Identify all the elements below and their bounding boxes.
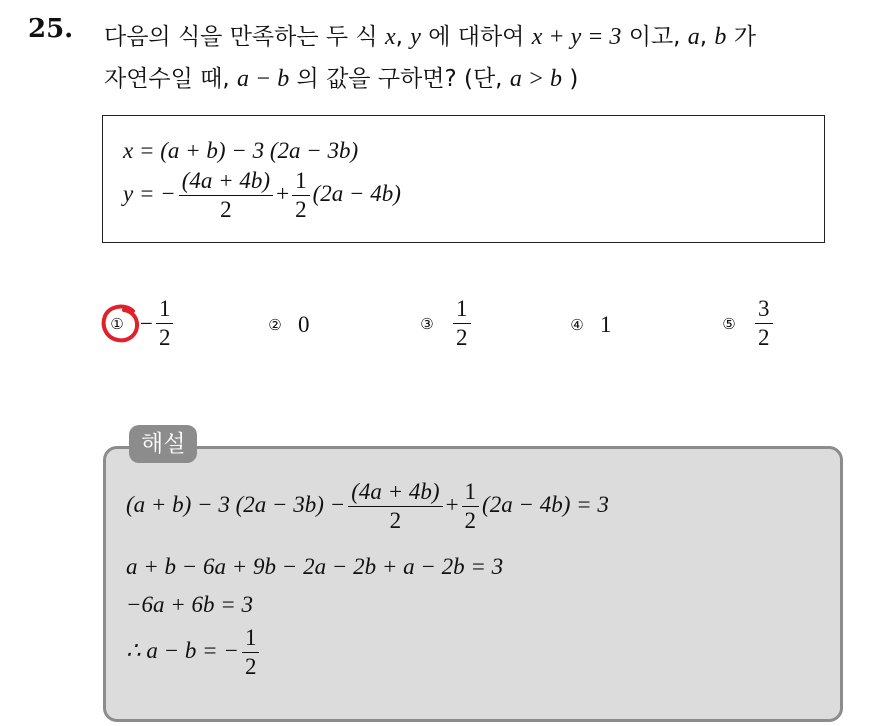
plus: + — [276, 180, 290, 206]
fraction — [453, 296, 471, 351]
choice-4[interactable] — [566, 312, 612, 338]
fraction — [179, 168, 273, 223]
equation-box — [102, 115, 825, 243]
solution-line-1 — [126, 479, 609, 534]
expr: (2a − 4b) = 3 — [482, 491, 609, 517]
fraction — [755, 296, 773, 351]
question-number: 25. — [28, 14, 74, 44]
math-expr: a − b — [237, 66, 290, 92]
text: 가 — [726, 24, 756, 50]
numerator: 1 — [453, 296, 471, 324]
solution-box — [103, 446, 843, 722]
denominator: 2 — [295, 197, 307, 222]
math-var: x — [384, 24, 396, 50]
text: 자연수일 때, — [104, 66, 238, 92]
text: 다음의 식을 만족하는 두 식 — [104, 24, 385, 50]
text: ) — [562, 66, 579, 92]
numerator: (4a + 4b) — [179, 168, 273, 196]
choice-value: 0 — [298, 312, 310, 337]
math-expr: a > b — [509, 66, 563, 92]
solution-line-4 — [126, 625, 262, 680]
fraction — [242, 625, 260, 680]
eq-lhs: y = − — [123, 180, 176, 206]
solution-tab-label: 해설 — [129, 425, 197, 463]
question-text-line2 — [104, 60, 578, 93]
minus-sign: − — [140, 310, 153, 336]
text: , — [699, 24, 715, 50]
choice-value: 1 — [600, 312, 612, 337]
fraction — [348, 479, 442, 534]
solution-line-2 — [126, 554, 503, 580]
choice-number: ③ — [420, 314, 434, 333]
question-text-line1 — [104, 18, 756, 51]
choice-number: ① — [110, 314, 124, 333]
equation-y — [123, 168, 401, 223]
numerator: (4a + 4b) — [348, 479, 442, 507]
denominator: 2 — [389, 508, 402, 533]
plus: + — [445, 491, 459, 517]
math-var: b — [714, 24, 727, 50]
numerator: 1 — [462, 479, 480, 507]
eq-rhs: (a + b) − 3 (2a − 3b) — [160, 138, 359, 163]
choice-number: ② — [268, 316, 282, 334]
eq-tail: (2a − 4b) — [312, 180, 401, 206]
expr: a + b − 6a + 9b − 2a − 2b + a − 2b = 3 — [126, 554, 504, 579]
denominator: 2 — [244, 654, 257, 679]
text: 이고, — [621, 24, 688, 50]
solution-line-3 — [126, 592, 253, 618]
denominator: 2 — [158, 325, 171, 350]
math-expr: x + y = 3 — [531, 24, 622, 50]
choice-2[interactable] — [264, 312, 310, 338]
choice-5[interactable] — [718, 296, 776, 351]
fraction — [292, 168, 310, 223]
expr: −6a + 6b = 3 — [126, 592, 254, 617]
answer-circle-mark — [100, 302, 142, 344]
expr: (a + b) − 3 (2a − 3b) − — [126, 491, 346, 517]
math-var: a — [687, 24, 700, 50]
fraction — [156, 296, 174, 351]
text: 에 대하여 — [420, 24, 532, 50]
denominator: 2 — [456, 325, 468, 350]
choice-3[interactable] — [416, 296, 474, 351]
math-var: y — [410, 24, 421, 50]
numerator: 3 — [755, 296, 773, 324]
choice-number: ⑤ — [722, 314, 736, 333]
text: 의 값을 구하면? (단, — [289, 66, 510, 92]
text: , — [395, 24, 411, 50]
expr: ∴ a − b = − — [126, 637, 239, 663]
choice-number: ④ — [570, 316, 584, 334]
denominator: 2 — [758, 325, 770, 350]
fraction — [462, 479, 480, 534]
numerator: 1 — [156, 296, 174, 324]
denominator: 2 — [464, 508, 477, 533]
denominator: 2 — [220, 197, 232, 222]
equation-x — [123, 138, 358, 164]
numerator: 1 — [242, 625, 260, 653]
eq-lhs: x = — [123, 138, 155, 163]
numerator: 1 — [292, 168, 310, 196]
